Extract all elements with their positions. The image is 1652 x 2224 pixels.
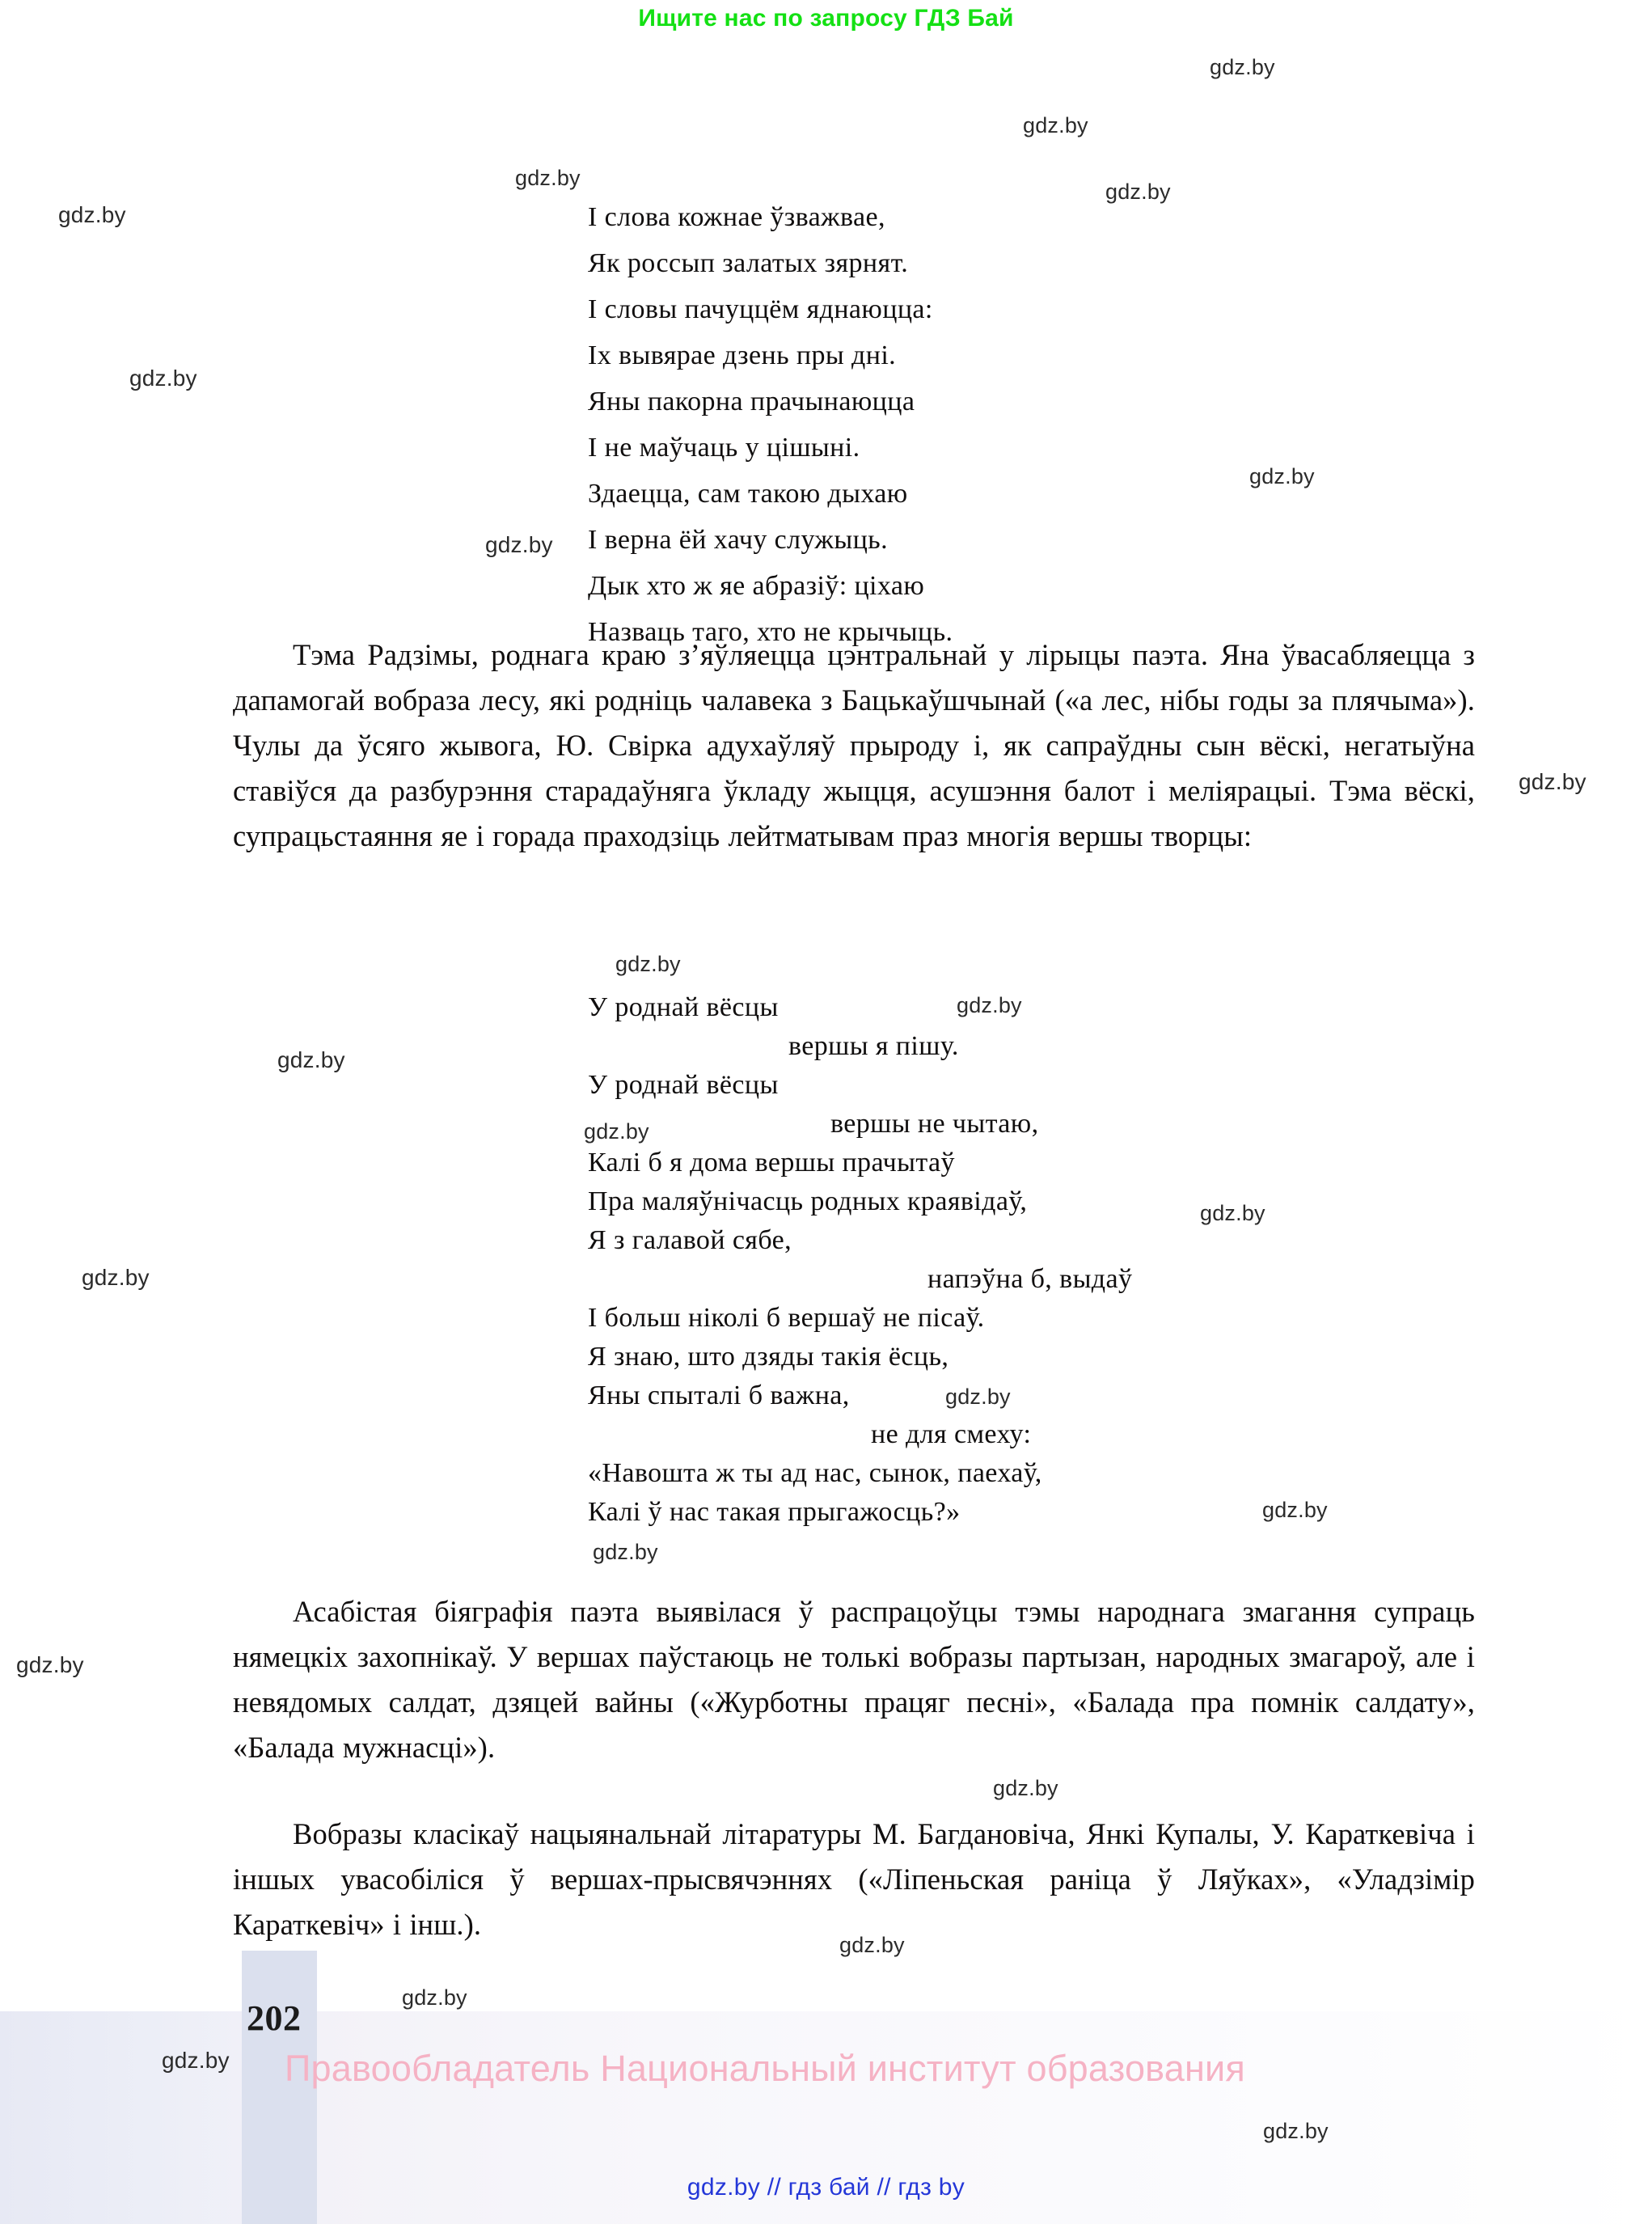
poem-line: Дык хто ж яе абразіў: ціхаю	[588, 571, 925, 601]
gdz-watermark: gdz.by	[593, 1540, 658, 1564]
poem-line: Пра маляўнічасць родных краявідаў,	[588, 1186, 1028, 1216]
body-paragraph: Вобразы класікаў нацыянальнай літаратуры М. Багдановіча, Янкі Купалы, У. Караткевіча і іншых увасобіліся ў вершах-прысвячэннях («Ліпеньская раніца ў Ляўках», «Уладзімір Караткевіч» і інш.).	[233, 1817, 1475, 1941]
poem-line: Як россып залатых зярнят.	[588, 248, 909, 278]
gdz-watermark: gdz.by	[82, 1265, 150, 1290]
poem-line: І слова кожнае ўзважвае,	[588, 202, 885, 232]
footer-links: gdz.by // гдз бай // гдз by	[687, 2174, 965, 2201]
poem-excerpt-two	[588, 988, 1132, 1532]
poem-line: вершы я пішу.	[788, 1031, 959, 1061]
gdz-watermark: gdz.by	[402, 1985, 467, 2010]
gdz-watermark: gdz.by	[515, 166, 581, 190]
gdz-watermark: gdz.by	[1519, 769, 1587, 794]
gdz-watermark: gdz.by	[615, 952, 681, 976]
promo-banner-text: Ищите нас по запросу ГДЗ Бай	[638, 5, 1014, 32]
gdz-watermark: gdz.by	[993, 1776, 1058, 1800]
poem-line: Я з галавой сябе,	[588, 1225, 792, 1255]
gdz-watermark: gdz.by	[1249, 464, 1315, 488]
body-paragraph: Тэма Радзімы, роднага краю з’яўляецца цэнтральнай у лірыцы паэта. Яна ўвасабляецца з дапамогай вобраза лесу, які родніць чалавека з Бацькаўшчынай («а лес, нібы годы за плячыма»). Чулы да ўсяго жывога, Ю. Свірка адухаўляў прыроду і, як сапраўдны сын вёскі, негатыўна ставіўся да разбурэння старадаўняга ўкладу жыцця, асушэння балот і меліярацыі. Тэма вёскі, супрацьстаяння яе і горада праходзіць лейтматывам праз многія вершы творцы:	[233, 638, 1475, 852]
gdz-watermark: gdz.by	[58, 202, 126, 227]
promo-banner	[0, 0, 1652, 37]
poem-line: Я знаю, што дзяды такія ёсць,	[588, 1342, 949, 1372]
poem-line: вершы не чытаю,	[830, 1109, 1039, 1139]
poem-line: не для смеху:	[871, 1419, 1032, 1449]
gdz-watermark: gdz.by	[277, 1047, 345, 1072]
poem-line: Здаецца, сам такою дыхаю	[588, 479, 908, 509]
gdz-watermark: gdz.by	[839, 1933, 905, 1957]
gdz-watermark: gdz.by	[1263, 2119, 1329, 2143]
poem-line: Калі ў нас такая прыгажосць?»	[588, 1497, 961, 1527]
gdz-watermark: gdz.by	[1023, 113, 1088, 137]
gdz-watermark: gdz.by	[1262, 1498, 1328, 1522]
poem-line: напэўна б, выдаў	[927, 1264, 1133, 1294]
gdz-watermark: gdz.by	[957, 993, 1022, 1017]
poem-line: У роднай вёсцы	[588, 1070, 779, 1100]
gdz-watermark: gdz.by	[485, 532, 553, 557]
gdz-watermark: gdz.by	[1210, 55, 1275, 79]
body-paragraph: Асабістая біяграфія паэта выявілася ў распрацоўцы тэмы народнага змагання супраць нямецкіх захопнікаў. У вершах паўстаюць не толькі вобразы партызан, народных змагароў, але і невядомых салдат, дзяцей вайны («Журботны працяг песні», «Балада пра помнік салдату», «Балада мужнасці»).	[233, 1595, 1475, 1764]
poem-line: Назваць таго, хто не крычыць.	[588, 617, 953, 647]
poem-line: І больш ніколі б вершаў не пісаў.	[588, 1303, 985, 1333]
poem-line: Яны пакорна прачынаюцца	[588, 387, 915, 416]
gdz-watermark: gdz.by	[1200, 1201, 1265, 1225]
gdz-watermark: gdz.by	[584, 1119, 649, 1144]
gdz-watermark: gdz.by	[1105, 180, 1171, 204]
page-number: 202	[247, 1998, 302, 2038]
poem-line: Калі б я дома вершы прачытаў	[588, 1148, 955, 1178]
poem-line: І верна ёй хачу служыць.	[588, 525, 888, 555]
gdz-watermark: gdz.by	[129, 366, 197, 391]
poem-line: «Навошта ж ты ад нас, сынок, паехаў,	[588, 1458, 1042, 1488]
poem-line: І не маўчаць у цішыні.	[588, 433, 860, 463]
gdz-watermark: gdz.by	[16, 1652, 84, 1677]
gdz-watermark: gdz.by	[162, 2048, 230, 2073]
poem-line: Іх вывярае дзень пры дні.	[588, 340, 897, 370]
poem-excerpt-one	[588, 194, 953, 655]
poem-line: У роднай вёсцы	[588, 992, 779, 1022]
poem-line: І словы пачуццём яднаюцца:	[588, 294, 933, 324]
copyright-watermark: Правообладатель Национальный институт образования	[285, 2048, 1245, 2089]
poem-line: Яны спыталі б важна,	[588, 1380, 850, 1410]
gdz-watermark: gdz.by	[945, 1385, 1011, 1409]
